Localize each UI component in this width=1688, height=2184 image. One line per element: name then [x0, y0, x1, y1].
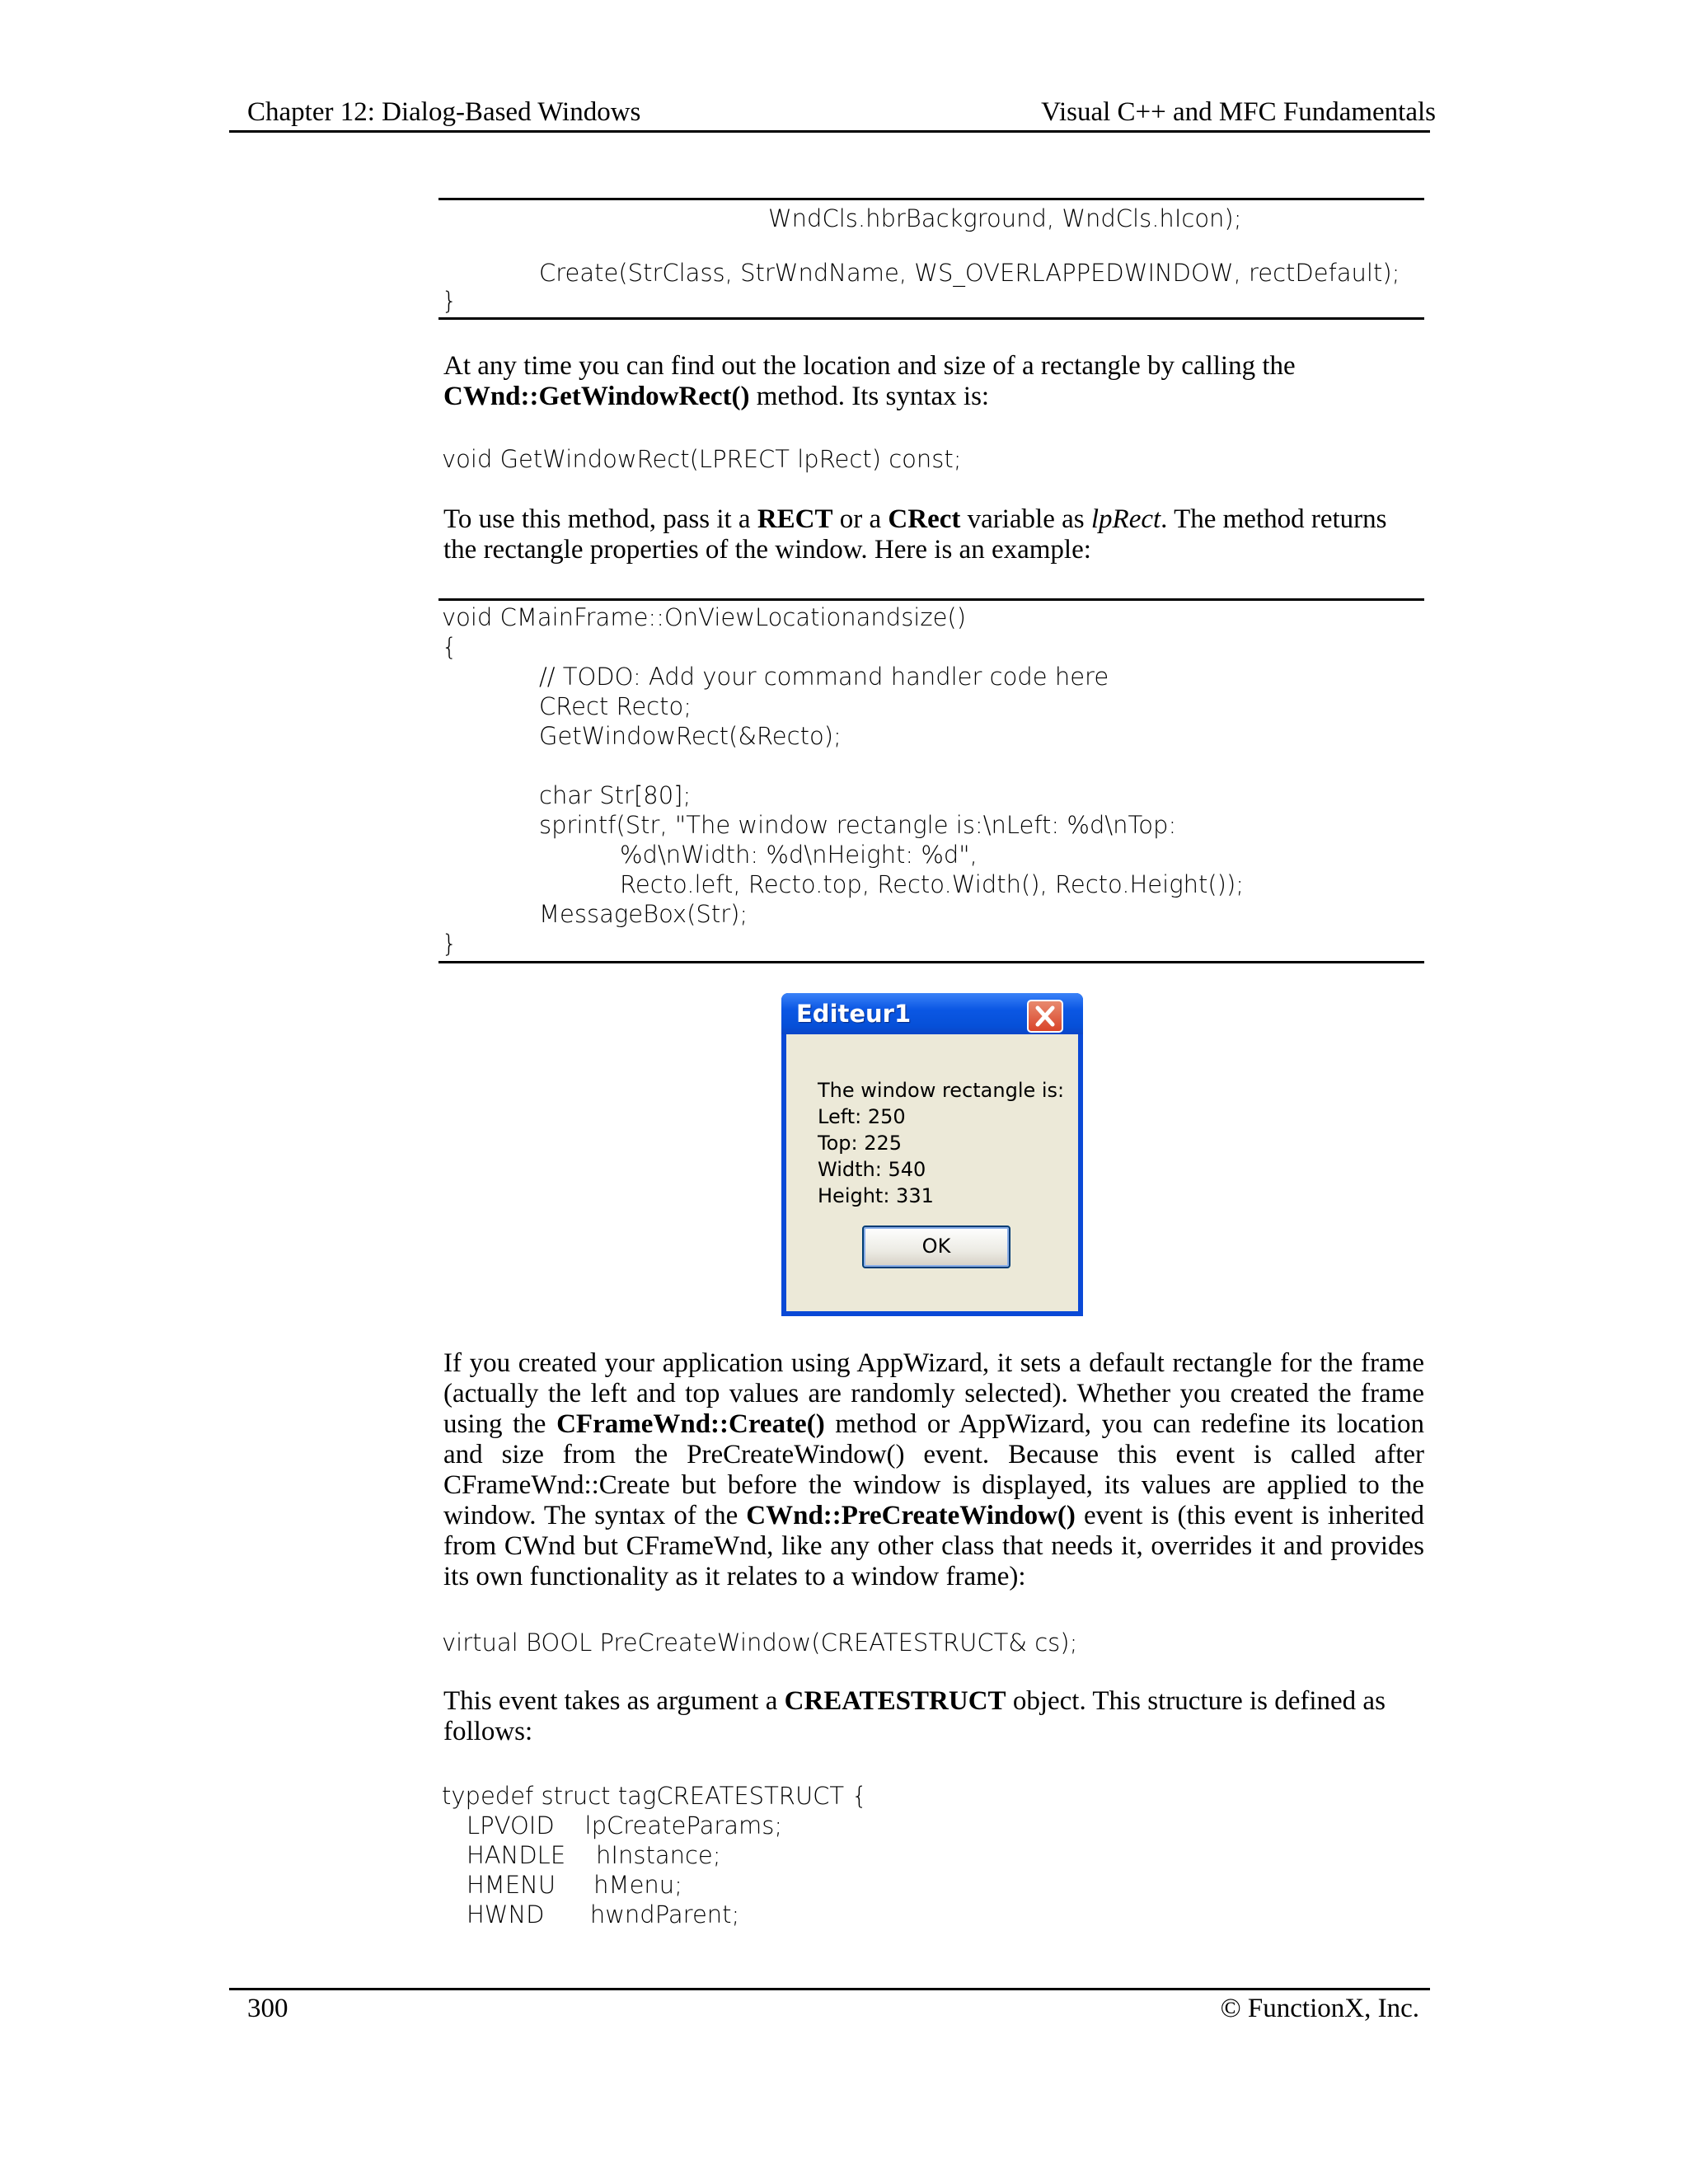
code-line: // TODO: Add your command handler code here: [539, 663, 1109, 691]
code-block-1-bottom-rule: [438, 317, 1424, 320]
code-line: WndCls.hbrBackground, WndCls.hIcon);: [768, 204, 1242, 232]
paragraph-text: method. Its syntax is:: [749, 382, 990, 411]
code-block-2-top-rule: [438, 598, 1424, 601]
close-button[interactable]: [1027, 1000, 1063, 1033]
paragraph-text: To use this method, pass it a: [443, 504, 757, 534]
paragraph-appwizard: [443, 1348, 1424, 1592]
paragraph-text: follows:: [443, 1717, 533, 1746]
paragraph-text: or a: [832, 504, 889, 534]
paragraph-text: If you created your application using AppWizard, it sets a default rectangle for the frame (actually the left and top values are randomly selected). Whether you created the frame using the: [443, 1348, 1424, 1439]
header-chapter-title: Chapter 12: Dialog-Based Windows: [247, 97, 641, 127]
code-line: Create(StrClass, StrWndName, WS_OVERLAPPEDWINDOW, rectDefault);: [539, 259, 1400, 287]
code-line: {: [442, 633, 457, 661]
paragraph-text: event is (this event is inherited from CWnd but CFrameWnd, like any other class that needs it, overrides it and provides its own functionality as it relates to a window frame):: [443, 1501, 1424, 1591]
footer-rule: [229, 1988, 1430, 1990]
paragraph-text: This event takes as argument a: [443, 1686, 785, 1716]
code-block-1-top-rule: [438, 198, 1424, 200]
paragraph-createstruct: [443, 1686, 1424, 1747]
method-name: CFrameWnd::Create(): [556, 1409, 825, 1439]
code-line: HWND hwndParent;: [467, 1900, 740, 1929]
type-name: RECT: [757, 504, 833, 534]
message-box-title: Editeur1: [796, 1000, 912, 1028]
type-name: CRect: [888, 504, 961, 534]
code-block-2-bottom-rule: [438, 961, 1424, 963]
paragraph-text: . The method returns: [1160, 504, 1387, 534]
code-line: GetWindowRect(&Recto);: [539, 722, 842, 750]
method-name: CWnd::PreCreateWindow(): [746, 1501, 1076, 1530]
code-line: HANDLE hInstance;: [467, 1841, 721, 1869]
paragraph-text: variable as: [960, 504, 1091, 534]
code-line: typedef struct tagCREATESTRUCT {: [442, 1782, 867, 1810]
code-line: char Str[80];: [539, 781, 692, 809]
paragraph-text: method or AppWizard, you can redefine its location and size from the PreCreateWindow() event. Because this event is called after CFrameWnd::Create but before the window is displayed, its values are applied to the window. The syntax of the: [443, 1409, 1425, 1530]
method-name: CWnd::GetWindowRect(): [443, 382, 750, 411]
footer-copyright: © FunctionX, Inc.: [1220, 1994, 1419, 2023]
close-icon: [1029, 1001, 1062, 1031]
code-line: Recto.left, Recto.top, Recto.Width(), Recto.Height());: [620, 870, 1245, 898]
code-line: }: [442, 287, 457, 315]
code-line: %d\nWidth: %d\nHeight: %d",: [620, 841, 978, 869]
paragraph-text: At any time you can find out the location and size of a rectangle by calling the: [443, 351, 1296, 381]
syntax-precreatewindow: virtual BOOL PreCreateWindow(CREATESTRUCT& cs);: [442, 1629, 1078, 1657]
page-number: 300: [247, 1994, 288, 2023]
code-line: MessageBox(Str);: [539, 900, 748, 928]
type-name: CREATESTRUCT: [784, 1686, 1006, 1716]
paragraph-text: the rectangle properties of the window. Here is an example:: [443, 535, 1091, 565]
message-box-title-bar[interactable]: [781, 993, 1083, 1034]
code-line: sprintf(Str, "The window rectangle is:\nLeft: %d\nTop:: [539, 811, 1177, 839]
message-box-text: The window rectangle is: Left: 250 Top: 225 Width: 540 Height: 331: [818, 1079, 1065, 1207]
syntax-get-window-rect: void GetWindowRect(LPRECT lpRect) const;: [442, 445, 962, 473]
code-line: CRect Recto;: [539, 692, 692, 720]
code-line: void CMainFrame::OnViewLocationandsize(): [442, 603, 967, 631]
header-book-title: Visual C++ and MFC Fundamentals: [1041, 97, 1436, 127]
paragraph-use-method: [443, 504, 1424, 565]
message-box-body: [786, 1034, 1078, 1311]
header-rule: [229, 130, 1430, 133]
paragraph-text: object. This structure is defined as: [1006, 1686, 1386, 1716]
ok-button[interactable]: OK: [862, 1226, 1010, 1268]
message-box-window: [781, 993, 1083, 1316]
code-line: }: [442, 930, 457, 958]
code-line: LPVOID lpCreateParams;: [467, 1811, 783, 1840]
parameter-name: lpRect: [1090, 504, 1161, 534]
code-line: HMENU hMenu;: [467, 1871, 682, 1899]
paragraph-get-window-rect: [443, 351, 1424, 412]
